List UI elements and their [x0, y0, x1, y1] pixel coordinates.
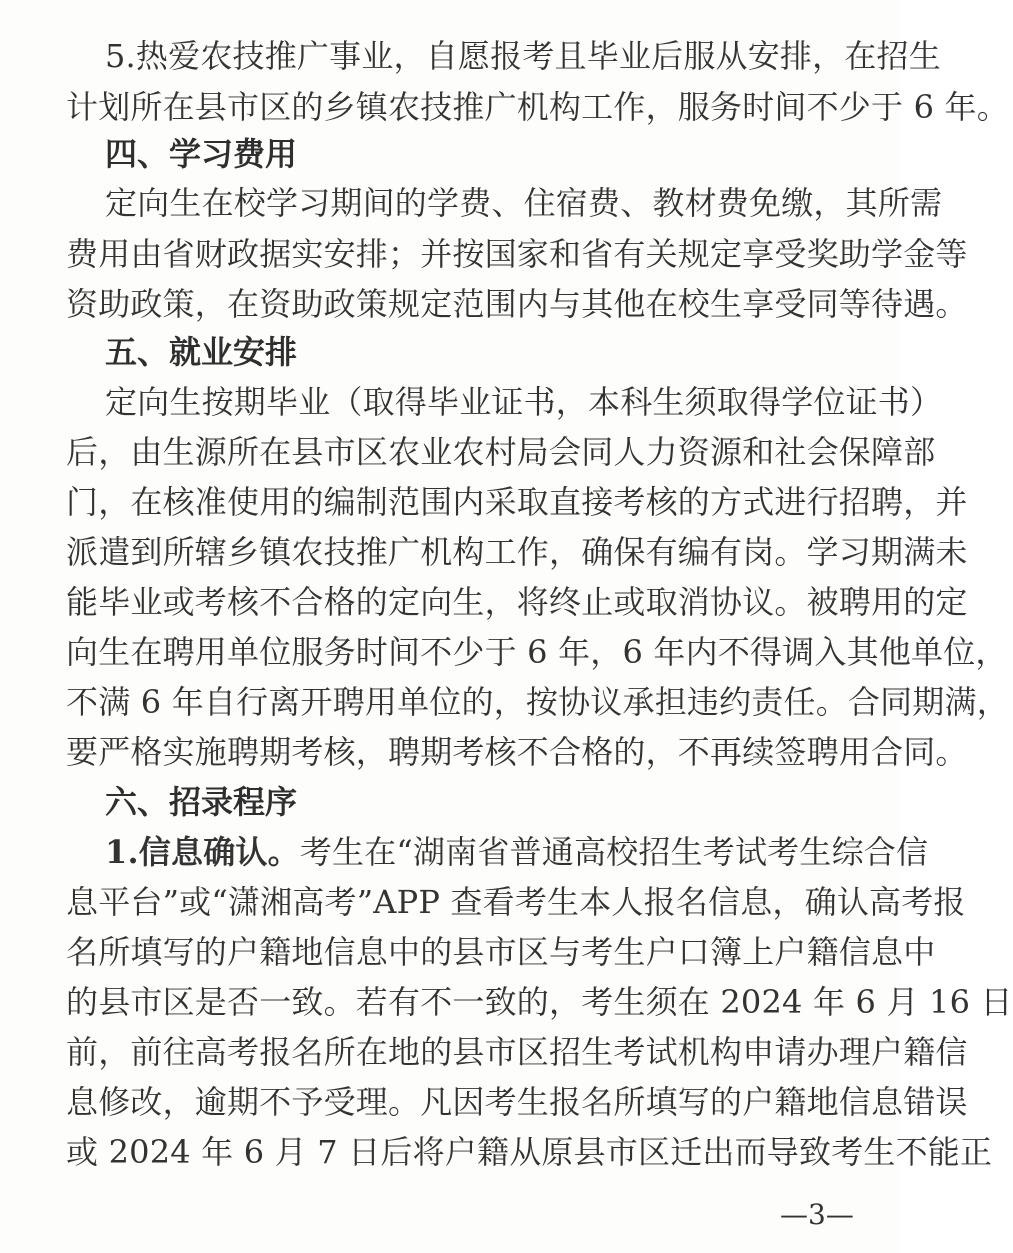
- lead-text: 考生在“湖南省普通高校招生考试考生综合信: [299, 833, 929, 871]
- paragraph-line: 向生在聘用单位服务时间不少于 6 年，6 年内不得调入其他单位，: [66, 633, 1008, 671]
- paragraph-line: 前，前往高考报名所在地的县市区招生考试机构申请办理户籍信: [66, 1033, 968, 1071]
- section-heading-admission-procedure: 六、招录程序: [105, 783, 298, 821]
- paragraph-line: 定向生在校学习期间的学费、住宿费、教材费免缴，其所需: [105, 184, 943, 222]
- paragraph-line: 资助政策，在资助政策规定范围内与其他在校生享受同等待遇。: [66, 285, 968, 323]
- paragraph-line: 名所填写的户籍地信息中的县市区与考生户口簿上户籍信息中: [66, 933, 936, 971]
- paragraph-line: 息修改，逾期不予受理。凡因考生报名所填写的户籍地信息错误: [66, 1083, 968, 1121]
- paragraph-line: 息平台”或“潇湘高考”APP 查看考生本人报名信息，确认高考报: [66, 883, 966, 921]
- bold-lead-text: 1.信息确认。: [105, 833, 300, 871]
- paragraph-line-lead: [105, 830, 929, 874]
- paragraph-line: 的县市区是否一致。若有不一致的，考生须在 2024 年 6 月 16 日: [66, 983, 1013, 1021]
- paragraph-line: 后，由生源所在县市区农业农村局会同人力资源和社会保障部: [66, 433, 936, 471]
- section-heading-study-fees: 四、学习费用: [105, 135, 298, 173]
- paragraph-line: 能毕业或考核不合格的定向生，将终止或取消协议。被聘用的定: [66, 583, 968, 621]
- page-number: —3—: [780, 1198, 854, 1231]
- paragraph-line: 费用由省财政据实安排；并按国家和省有关规定享受奖助学金等: [66, 235, 968, 273]
- paragraph-line: 5.热爱农技推广事业，自愿报考且毕业后服从安排，在招生: [105, 37, 941, 75]
- paragraph-line: 要严格实施聘期考核，聘期考核不合格的，不再续签聘用合同。: [66, 733, 968, 771]
- paragraph-line: 派遣到所辖乡镇农技推广机构工作，确保有编有岗。学习期满未: [66, 533, 968, 571]
- paragraph-line: 定向生按期毕业（取得毕业证书，本科生须取得学位证书）: [105, 383, 943, 421]
- paragraph-line: 计划所在县市区的乡镇农技推广机构工作，服务时间不少于 6 年。: [66, 88, 1009, 126]
- paragraph-line: 或 2024 年 6 月 7 日后将户籍从原县市区迁出而导致考生不能正: [66, 1133, 993, 1171]
- paragraph-line: 不满 6 年自行离开聘用单位的，按协议承担违约责任。合同期满，: [66, 683, 1009, 721]
- section-heading-employment: 五、就业安排: [105, 333, 298, 371]
- paragraph-line: 门，在核准使用的编制范围内采取直接考核的方式进行招聘，并: [66, 483, 968, 521]
